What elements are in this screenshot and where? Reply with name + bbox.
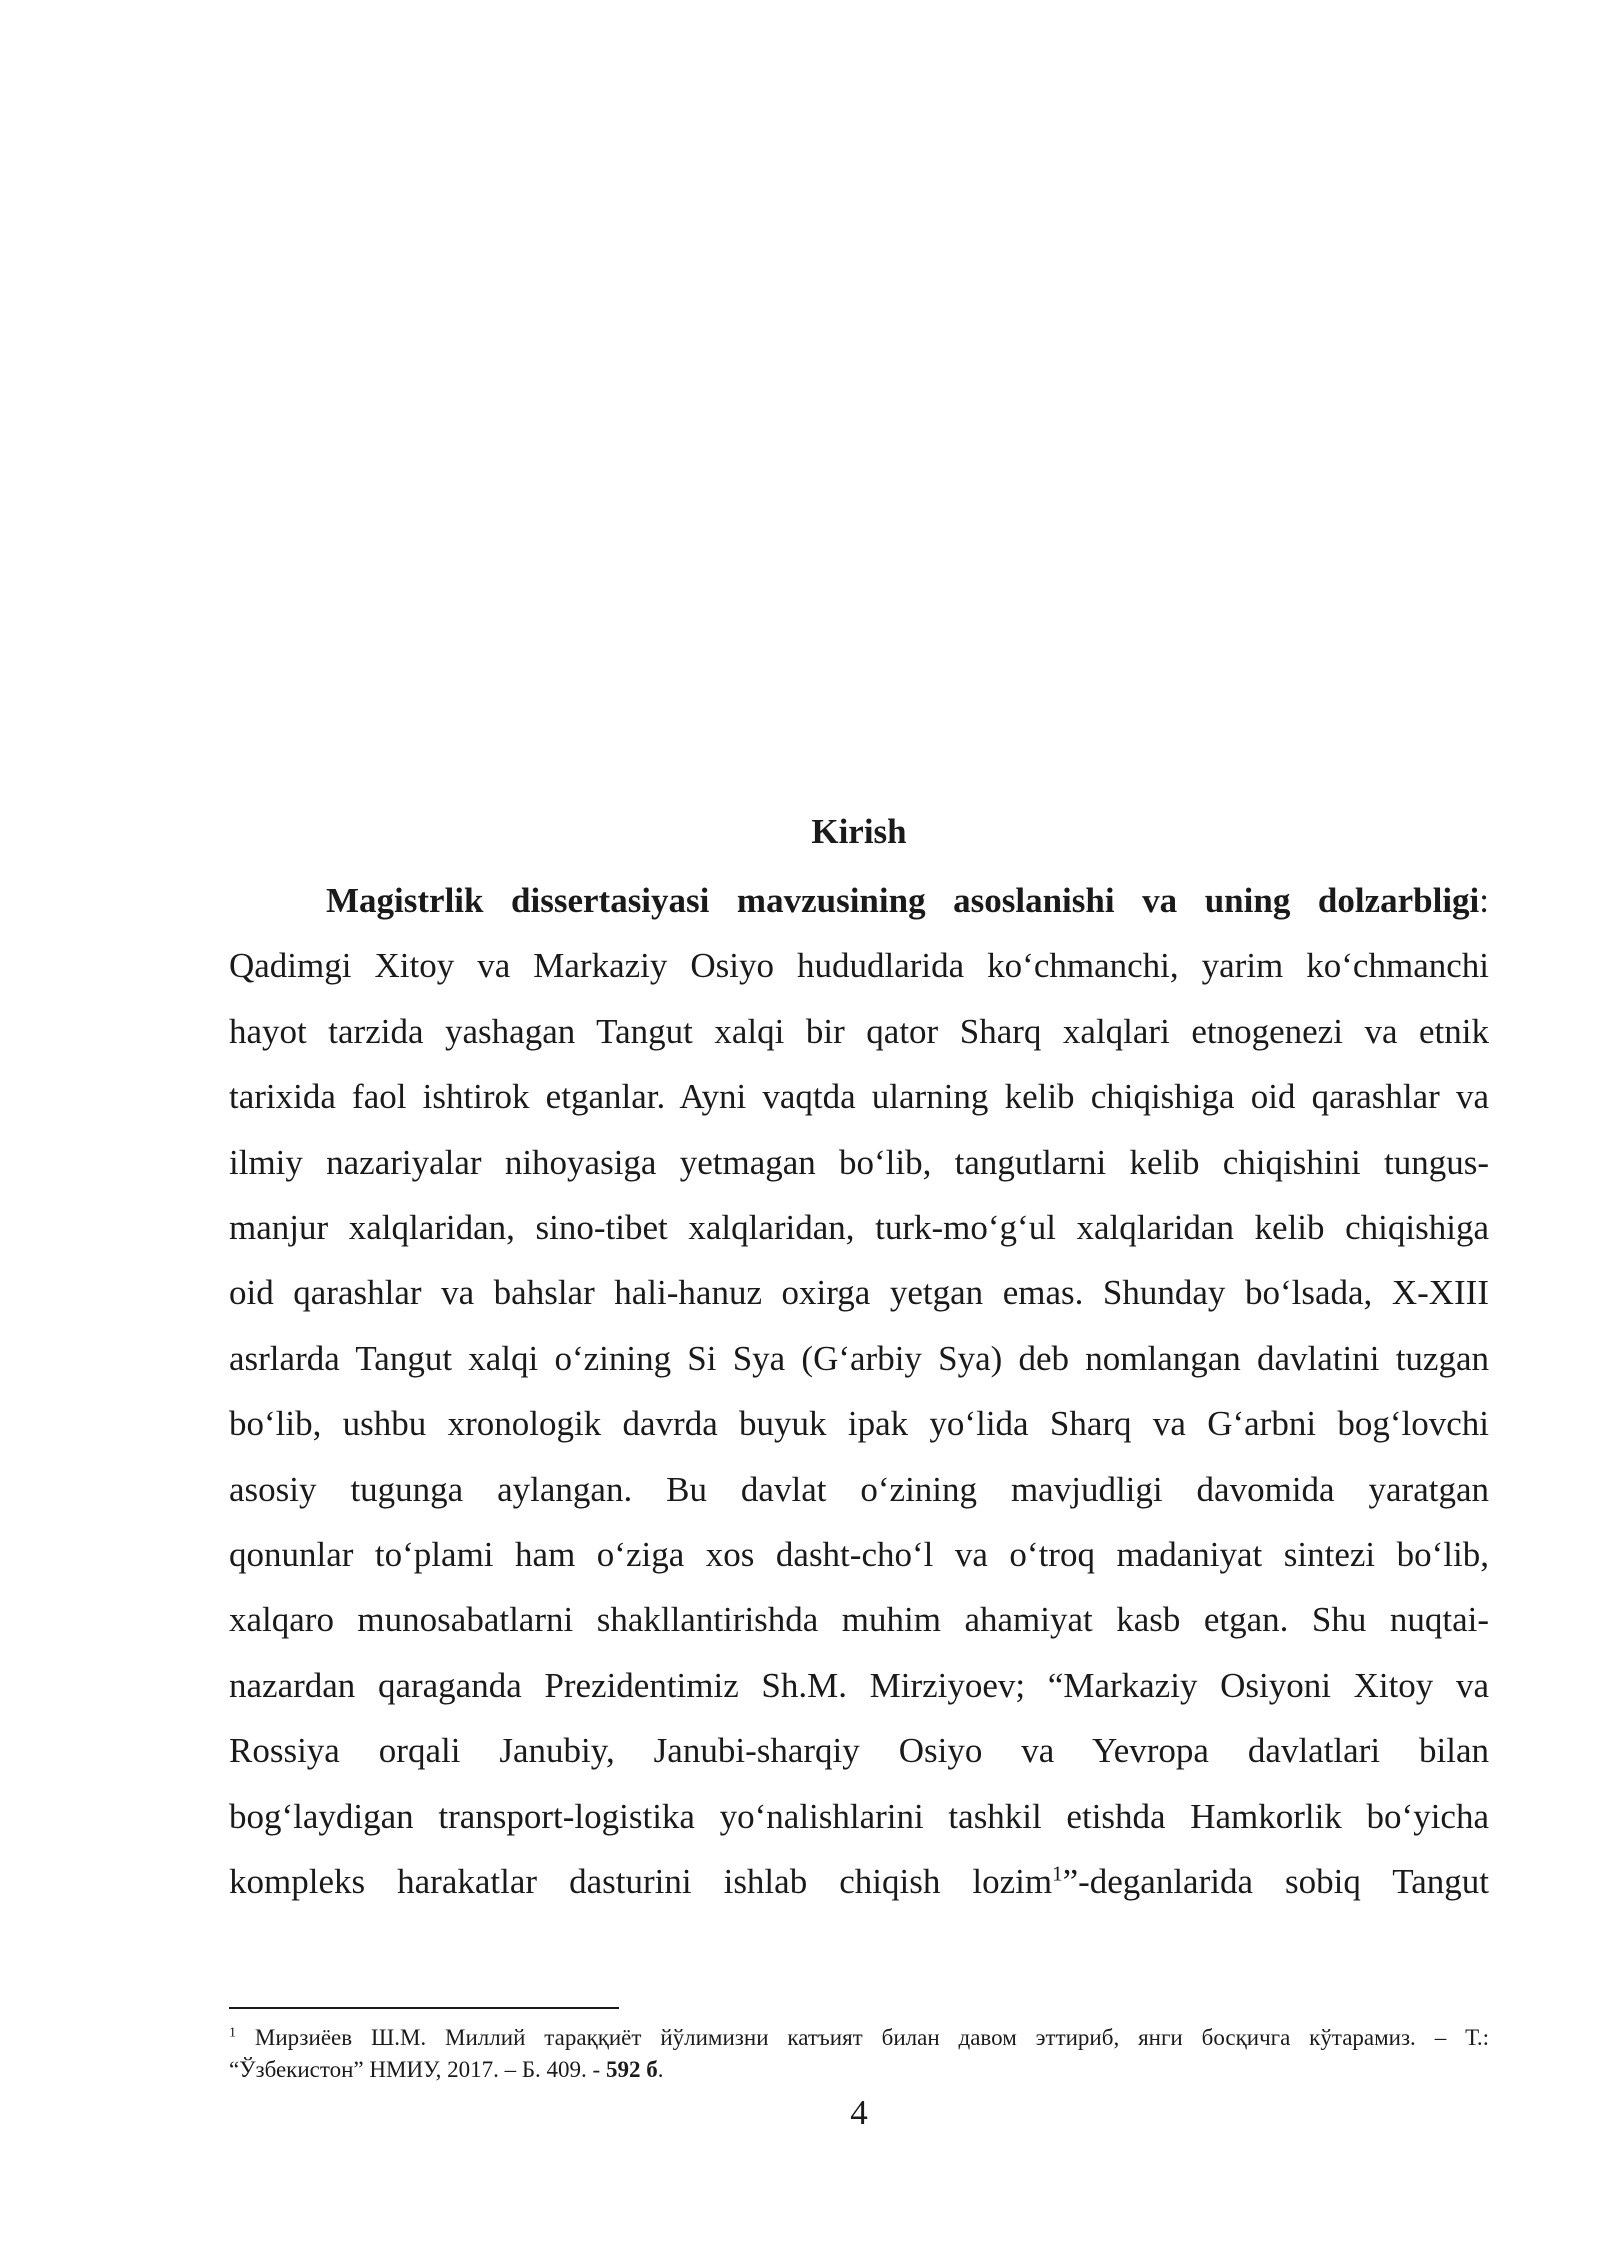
subheading-line (229, 868, 1489, 933)
body-paragraph (229, 868, 1489, 1915)
text-line: nazardan qaraganda Prezidentimiz Sh.M. Mirziyoev; “Markaziy Osiyoni Xitoy va (229, 1665, 1489, 1705)
text-line: hayot tarzida yashagan Tangut xalqi bir qator Sharq xalqlari etnogenezi va etnik (229, 1011, 1489, 1051)
text-line-last (229, 1849, 1489, 1914)
text-line: xalqaro munosabatlarni shakllantirishda muhim ahamiyat kasb etgan. Shu nuqtai- (229, 1600, 1489, 1640)
text-line: Qadimgi Xitoy va Markaziy Osiyo hududlarida ko‘chmanchi, yarim ko‘chmanchi (229, 946, 1489, 986)
footnote-line (229, 2022, 1489, 2054)
text-line: ilmiy nazariyalar nihoyasiga yetmagan bo‘lib, tangutlarni kelib chiqishini tungus- (229, 1142, 1489, 1182)
footnote (229, 2022, 1489, 2086)
text-line: bo‘lib, ushbu xronologik davrda buyuk ipak yo‘lida Sharq va G‘arbni bog‘lovchi (229, 1404, 1489, 1444)
section-heading: Kirish (811, 812, 907, 851)
text-line: Rossiya orqali Janubiy, Janubi-sharqiy Osiyo va Yevropa davlatlari bilan (229, 1731, 1489, 1771)
text-line: oid qarashlar va bahslar hali-hanuz oxirga yetgan emas. Shunday bo‘lsada, X-XIII (229, 1273, 1489, 1313)
footnote-reference[interactable]: 1 (1052, 1861, 1063, 1886)
text-line: bog‘laydigan transport-logistika yo‘nalishlarini tashkil etishda Hamkorlik bo‘yicha (229, 1796, 1489, 1836)
text-line: manjur xalqlaridan, sino-tibet xalqlaridan, turk-mo‘g‘ul xalqlaridan kelib chiqishiga (229, 1208, 1489, 1248)
footnote-pages: 592 б (605, 2057, 658, 2082)
footnote-end: . (657, 2057, 664, 2082)
footnote-line (229, 2054, 1489, 2086)
footnote-source: “Ўзбекистон” НМИУ, 2017. – Б. 409. - (229, 2057, 606, 2082)
text-line: asrlarda Tangut xalqi o‘zining Si Sya (G‘arbiy Sya) deb nomlangan davlatini tuzgan (229, 1338, 1489, 1378)
text-line: qonunlar to‘plami ham o‘ziga xos dasht-cho‘l va o‘troq madaniyat sintezi bo‘lib, (229, 1535, 1489, 1575)
footnote-marker: 1 (229, 2025, 236, 2041)
page-number: 4 (850, 2093, 868, 2132)
text-line: tarixida faol ishtirok etganlar. Ayni vaqtda ularning kelib chiqishiga oid qarashlar va (229, 1077, 1489, 1117)
text-line: asosiy tugunga aylangan. Bu davlat o‘zining mavjudligi davomida yaratgan (229, 1469, 1489, 1509)
subheading-title: Magistrlik dissertasiyasi mavzusining asoslanishi va uning dolzarbligi (326, 881, 1480, 920)
text-before-ref: kompleks harakatlar dasturini ishlab chiqish lozim (229, 1862, 1053, 1902)
text-after-ref: ”-deganlarida sobiq Tangut (1062, 1862, 1489, 1902)
footnote-text: Мирзиёев Ш.М. Миллий тараққиёт йўлимизни катъият билан давом эттириб, янги босқичга кўтарамиз. – Т.: (236, 2025, 1489, 2050)
footnote-separator (229, 2007, 619, 2009)
subheading-colon: : (1479, 881, 1489, 920)
